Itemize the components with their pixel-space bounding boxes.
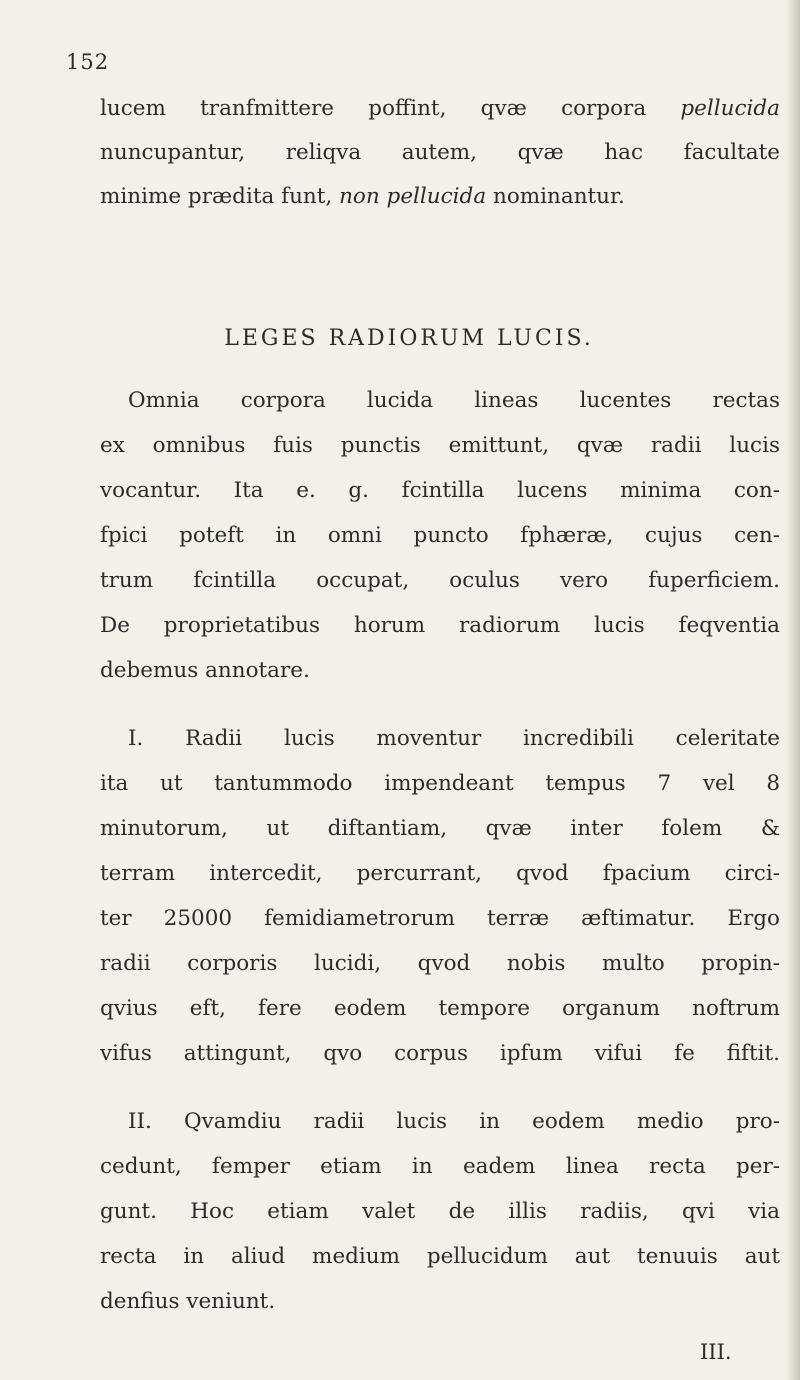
para3-line-4: recta in aliud medium pellucidum aut tenuuis aut: [100, 1244, 780, 1269]
para3-line-5: denfius veniunt.: [100, 1289, 276, 1314]
intro-line-3: minime prædita funt, non pellucida nominantur.: [100, 184, 625, 209]
para3-line-2: cedunt, femper etiam in eadem linea recta per-: [100, 1154, 780, 1179]
para2-line-6: radii corporis lucidi, qvod nobis multo propin-: [100, 951, 780, 976]
para2-line-4: terram intercedit, percurrant, qvod fpacium circi-: [100, 861, 780, 886]
para2-line-2: ita ut tantummodo impendeant tempus 7 vel 8: [100, 771, 780, 796]
para2-line-3: minutorum, ut diftantiam, qvæ inter folem &: [100, 816, 780, 841]
para2-line-5: ter 25000 femidiametrorum terræ æftimatur. Ergo: [100, 906, 780, 931]
page-edge: [786, 0, 800, 1380]
para3-line-1: II. Qvamdiu radii lucis in eodem medio pro-: [128, 1109, 780, 1134]
para1-line-6: De proprietatibus horum radiorum lucis feqventia: [100, 613, 780, 638]
para1-line-5: trum fcintilla occupat, oculus vero fuperficiem.: [100, 568, 780, 593]
section-heading: LEGES RADIORUM LUCIS.: [224, 326, 594, 351]
para2-line-1: I. Radii lucis moventur incredibili celeritate: [128, 726, 780, 751]
para3-line-3: gunt. Hoc etiam valet de illis radiis, qvi via: [100, 1199, 780, 1224]
para1-line-4: fpici poteft in omni puncto fphæræ, cujus cen-: [100, 523, 780, 548]
catchword: III.: [700, 1340, 732, 1364]
intro-line-2: nuncupantur, reliqva autem, qvæ hac facultate: [100, 140, 780, 165]
para1-line-1: Omnia corpora lucida lineas lucentes rectas: [128, 388, 780, 413]
para1-line-7: debemus annotare.: [100, 658, 310, 683]
para1-line-2: ex omnibus fuis punctis emittunt, qvæ radii lucis: [100, 433, 780, 458]
page-number: 152: [66, 50, 110, 74]
para1-line-3: vocantur. Ita e. g. fcintilla lucens minima con-: [100, 478, 780, 503]
para2-line-7: qvius eft, fere eodem tempore organum noftrum: [100, 996, 780, 1021]
para2-line-8: vifus attingunt, qvo corpus ipfum vifui fe fiftit.: [100, 1041, 780, 1066]
intro-line-1: lucem tranfmittere poffint, qvæ corpora pellucida: [100, 96, 780, 121]
